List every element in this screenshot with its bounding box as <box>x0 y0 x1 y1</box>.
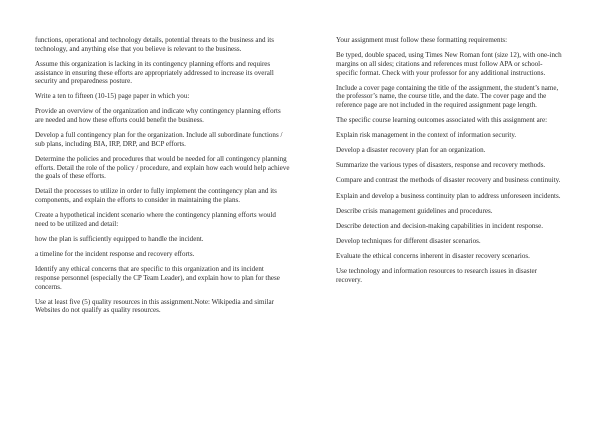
right-paragraph: Your assignment must follow these formatting requirements: <box>336 36 508 44</box>
right-paragraph: The specific course learning outcomes associated with this assignment are: <box>336 116 548 125</box>
left-paragraph: Identify any ethical concerns that are specific to this organization and its incident response personnel (especially the CP Team Leader), and explain how to plan for these concerns. <box>35 265 280 291</box>
left-paragraph: a timeline for the incident response and recovery efforts. <box>35 250 195 259</box>
left-paragraph: functions, operational and technology details, potential threats to the business and its technology, and anything else that you believe is relevant to the business. <box>35 36 274 53</box>
right-paragraph: Describe detection and decision-making capabilities in incident response. <box>336 221 544 230</box>
left-page-column <box>35 36 290 322</box>
right-paragraph: Use technology and information resources to research issues in disaster recovery. <box>336 267 537 284</box>
right-paragraph: Develop a disaster recovery plan for an organization. <box>336 146 486 155</box>
left-paragraph: Use at least five (5) quality resources in this assignment.Note: Wikipedia and similar Websites do not qualify as quality resources. <box>35 297 274 315</box>
right-paragraph: Explain risk management in the context of information security. <box>336 131 517 140</box>
right-paragraph: Be typed, double spaced, using Times New Roman font (size 12), with one-inch margins on all sides; citations and references must follow APA or school-specific format. Check with your professor for any additional instructions. <box>336 51 562 77</box>
left-paragraph: Detail the processes to utilize in order to fully implement the contingency plan and its components, and explain the efforts to consider in maintaining the plans. <box>35 187 277 205</box>
left-paragraph: Assume this organization is lacking in its contingency planning efforts and requires assistance in ensuring these efforts are appropriately addressed to increase its overall security and preparedness posture. <box>35 59 274 86</box>
left-paragraph: Create a hypothetical incident scenario where the contingency planning efforts would need to be utilized and detail: <box>35 211 276 228</box>
right-paragraph: Develop techniques for different disaster scenarios. <box>336 236 481 245</box>
left-paragraph: Develop a full contingency plan for the organization. Include all subordinate functions / sub plans, including BIA, IRP, DRP, and BCP efforts. <box>35 131 283 148</box>
left-paragraph: how the plan is sufficiently equipped to handle the incident. <box>35 235 204 244</box>
right-paragraph: Describe crisis management guidelines and procedures. <box>336 206 493 215</box>
right-paragraph: Evaluate the ethical concerns inherent in disaster recovery scenarios. <box>336 251 530 260</box>
left-paragraph: Determine the policies and procedures that would be needed for all contingency planning efforts. Detail the role of the policy / procedure, and explain how each would help achieve the goals of these efforts. <box>35 154 290 181</box>
left-paragraph: Write a ten to fifteen (10-15) page paper in which you: <box>35 92 190 101</box>
left-paragraph: Provide an overview of the organization and indicate why contingency planning efforts are needed and how these efforts could benefit the business. <box>35 107 281 125</box>
right-paragraph: Explain and develop a business continuity plan to address unforeseen incidents. <box>336 191 561 200</box>
right-paragraph: Include a cover page containing the title of the assignment, the student’s name, the professor’s name, the course title, and the date. The cover page and the reference page are not included in the required assignment page length. <box>336 83 559 109</box>
right-paragraph: Compare and contrast the methods of disaster recovery and business continuity. <box>336 176 561 185</box>
right-paragraph: Summarize the various types of disasters, response and recovery methods. <box>336 161 546 170</box>
right-page-column <box>336 36 562 291</box>
